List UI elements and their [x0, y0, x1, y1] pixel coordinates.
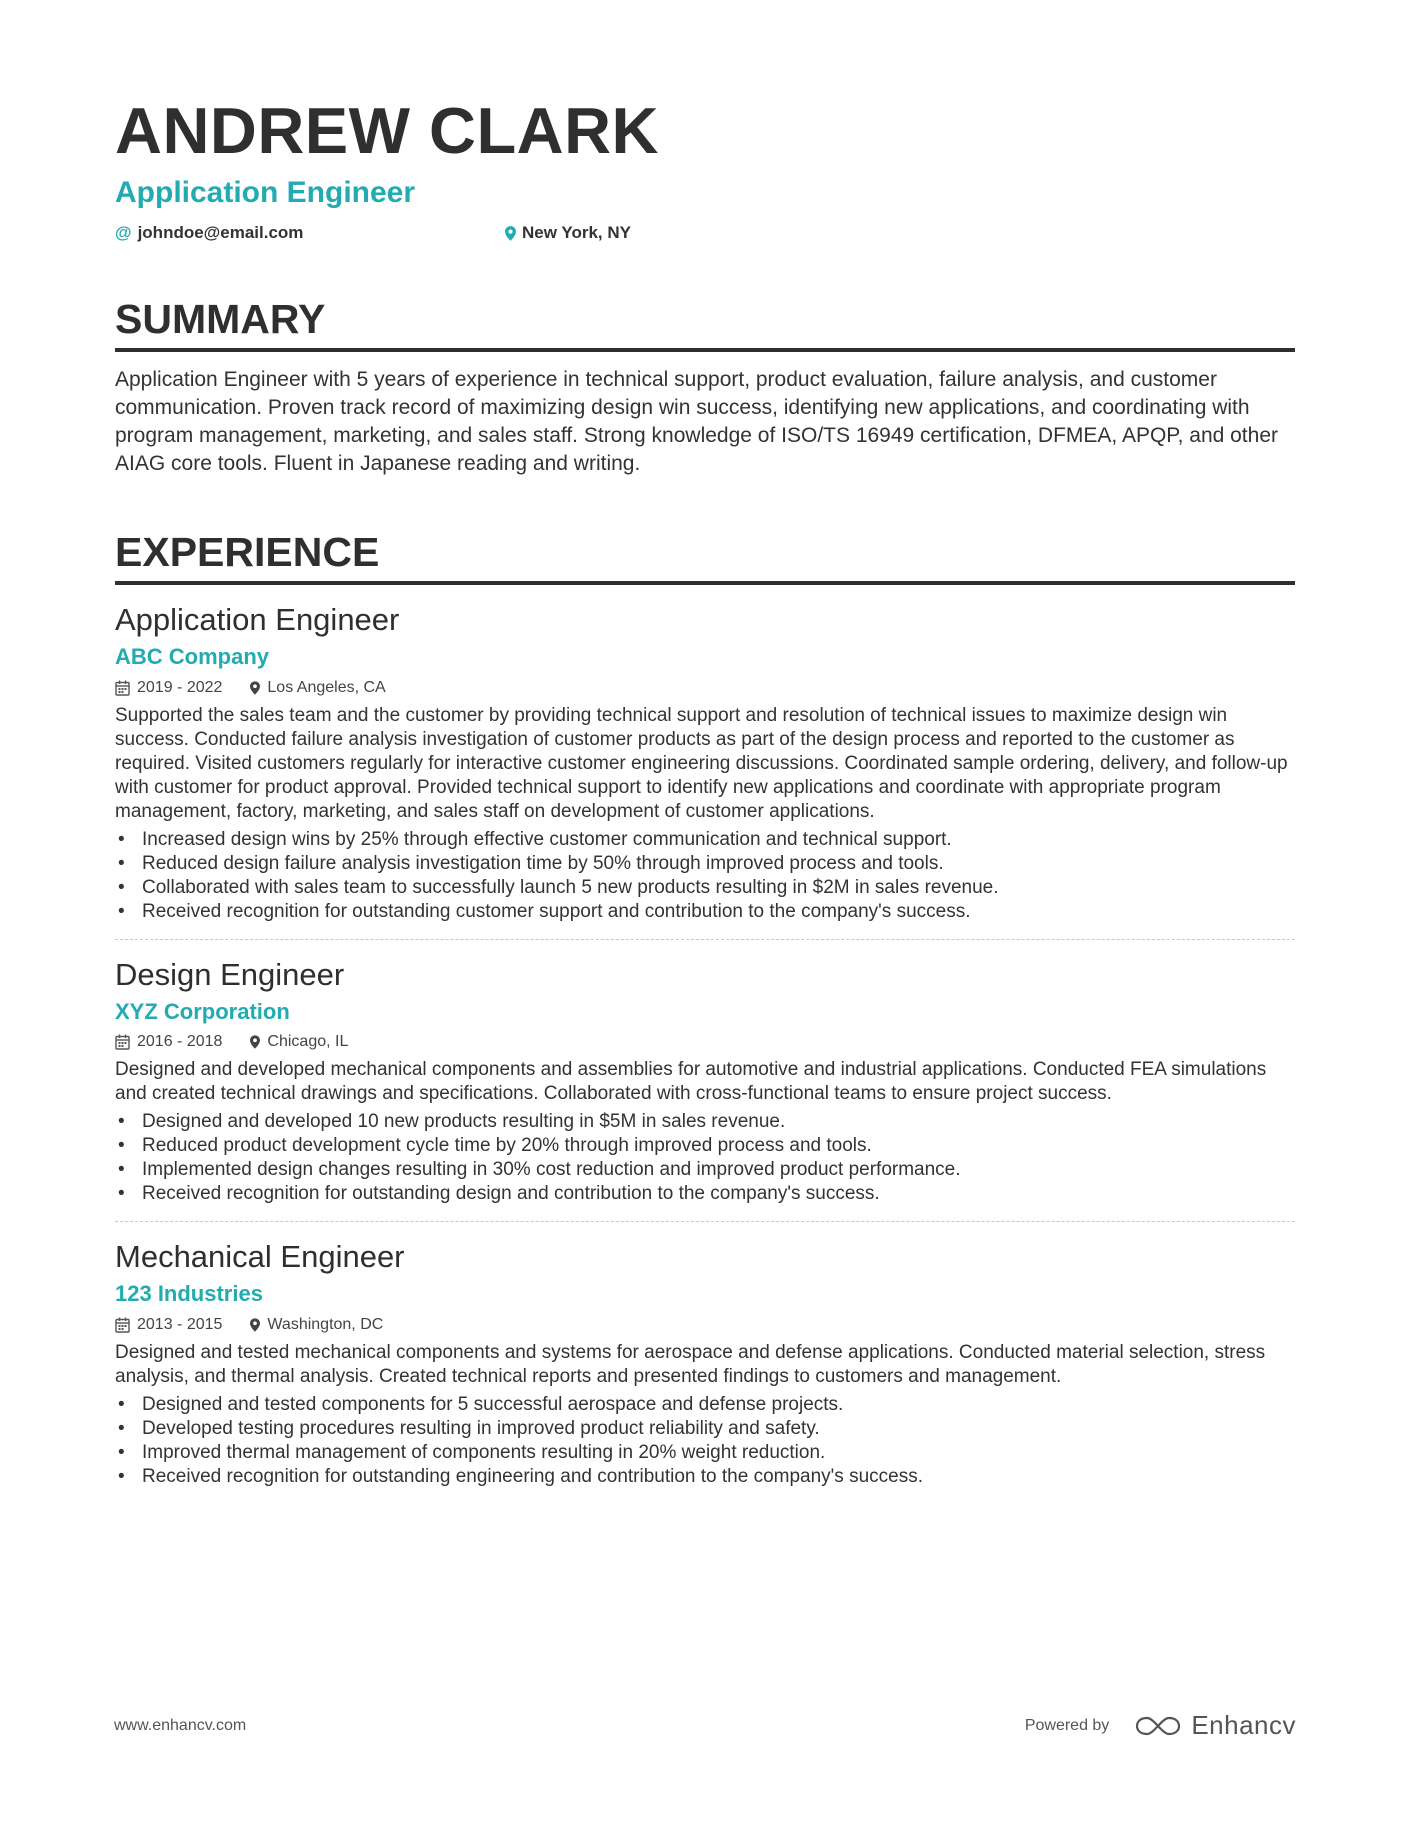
- company-name: XYZ Corporation: [115, 998, 290, 1024]
- achievement-list: [115, 1110, 1295, 1206]
- dates-text: 2016 - 2018: [137, 1033, 223, 1051]
- job-location: [250, 1316, 383, 1334]
- job-location: [250, 1033, 348, 1051]
- achievement-item: • Increased design wins by 25% through effective customer communication and technical support.: [115, 828, 1295, 852]
- job-description: Designed and tested mechanical components and systems for aerospace and defense applications. Conducted material selection, stress analysis, and thermal analysis. Created technical reports and presented findings to customers and management.: [115, 1341, 1266, 1387]
- job-meta: [115, 1033, 1295, 1051]
- experience-section: [115, 529, 1295, 1489]
- resume-header: [115, 94, 1295, 243]
- enhancv-logo-icon: [1135, 1714, 1181, 1738]
- location-pin-icon: [505, 226, 516, 241]
- branding: [1025, 1710, 1296, 1741]
- location-text: Los Angeles, CA: [267, 678, 386, 696]
- location-text: Chicago, IL: [267, 1033, 349, 1051]
- experience-entry: [115, 585, 1295, 924]
- job-meta: [115, 679, 1295, 697]
- job-title: Mechanical Engineer: [115, 1239, 405, 1275]
- calendar-icon: [115, 1317, 130, 1333]
- location-pin-icon: [250, 681, 260, 695]
- calendar-icon: [115, 680, 130, 696]
- achievement-item: • Developed testing procedures resulting in improved product reliability and safety.: [115, 1417, 1295, 1441]
- achievement-item: • Designed and tested components for 5 successful aerospace and defense projects.: [115, 1393, 1295, 1417]
- job-dates: [115, 1033, 222, 1051]
- summary-section: [115, 296, 1295, 478]
- achievement-item: • Improved thermal management of components resulting in 20% weight reduction.: [115, 1441, 1295, 1465]
- job-title: Design Engineer: [115, 956, 345, 992]
- achievement-item: • Received recognition for outstanding design and contribution to the company's success.: [115, 1182, 1295, 1206]
- achievement-item: • Reduced product development cycle time by 20% through improved process and tools.: [115, 1134, 1295, 1158]
- location-pin-icon: [250, 1035, 260, 1049]
- company-name: 123 Industries: [115, 1281, 263, 1307]
- resume-page: [115, 94, 1295, 1489]
- summary-heading: SUMMARY: [115, 299, 1295, 352]
- calendar-icon: [115, 1034, 130, 1050]
- achievement-item: • Reduced design failure analysis investigation time by 50% through improved process and tools.: [115, 852, 1295, 876]
- location-pin-icon: [250, 1318, 260, 1332]
- achievement-item: • Received recognition for outstanding customer support and contribution to the company's success.: [115, 900, 1295, 924]
- contact-info: [115, 223, 1295, 243]
- experience-entry: [115, 939, 1295, 1207]
- at-icon: @: [115, 223, 132, 242]
- company-name: ABC Company: [115, 644, 270, 670]
- achievement-item: • Designed and developed 10 new products resulting in $5M in sales revenue.: [115, 1110, 1295, 1134]
- job-meta: [115, 1316, 1295, 1334]
- dates-text: 2019 - 2022: [137, 678, 223, 696]
- page-footer: [114, 1710, 1296, 1741]
- contact-location: [505, 223, 631, 243]
- job-dates: [115, 679, 222, 697]
- dates-text: 2013 - 2015: [137, 1315, 223, 1333]
- candidate-title: Application Engineer: [115, 176, 416, 209]
- powered-by-label: Powered by: [1024, 1716, 1110, 1734]
- achievement-list: [115, 1393, 1295, 1489]
- brand-name: Enhancv: [1191, 1710, 1296, 1740]
- email-text: johndoe@email.com: [137, 223, 304, 242]
- job-description: Designed and developed mechanical components and assemblies for automotive and industrial applications. Conducted FEA simulations and created technical drawings and specifications. Collaborated with cross-functional teams to ensure project success.: [115, 1059, 1267, 1105]
- achievement-item: • Collaborated with sales team to successfully launch 5 new products resulting in $2M in sales revenue.: [115, 876, 1295, 900]
- job-title: Application Engineer: [115, 602, 400, 637]
- achievement-item: • Implemented design changes resulting in 30% cost reduction and improved product performance.: [115, 1158, 1295, 1182]
- achievement-item: • Received recognition for outstanding engineering and contribution to the company's success.: [115, 1465, 1295, 1489]
- experience-entry: [115, 1221, 1295, 1489]
- location-text: Washington, DC: [267, 1315, 384, 1333]
- job-dates: [115, 1316, 222, 1334]
- job-description: Supported the sales team and the customer by providing technical support and resolution of technical issues to maximize design win success. Conducted failure analysis investigation of customer products as part of the design process and reported to the customer as required. Visited customers regularly for interactive customer engineering discussions. Coordinated sample ordering, delivery, and follow-up with customer for product approval. Provided technical support to identify new applications and coordinate with appropriate program management, factory, marketing, and sales staff on development of customer applications.: [115, 704, 1288, 822]
- contact-email[interactable]: [115, 223, 505, 243]
- job-location: [250, 679, 385, 697]
- achievement-list: [115, 828, 1295, 924]
- experience-heading: EXPERIENCE: [115, 532, 1295, 585]
- website-link[interactable]: www.enhancv.com: [114, 1716, 247, 1734]
- location-text: New York, NY: [522, 223, 631, 242]
- summary-text: Application Engineer with 5 years of experience in technical support, product evaluation, failure analysis, and customer communication. Proven track record of maximizing design win success, identifying new applications, and coordinating with program management, marketing, and sales staff. Strong knowledge of ISO/TS 16949 certification, DFMEA, APQP, and other AIAG core tools. Fluent in Japanese reading and writing.: [115, 368, 1278, 475]
- candidate-name: ANDREW CLARK: [115, 94, 659, 167]
